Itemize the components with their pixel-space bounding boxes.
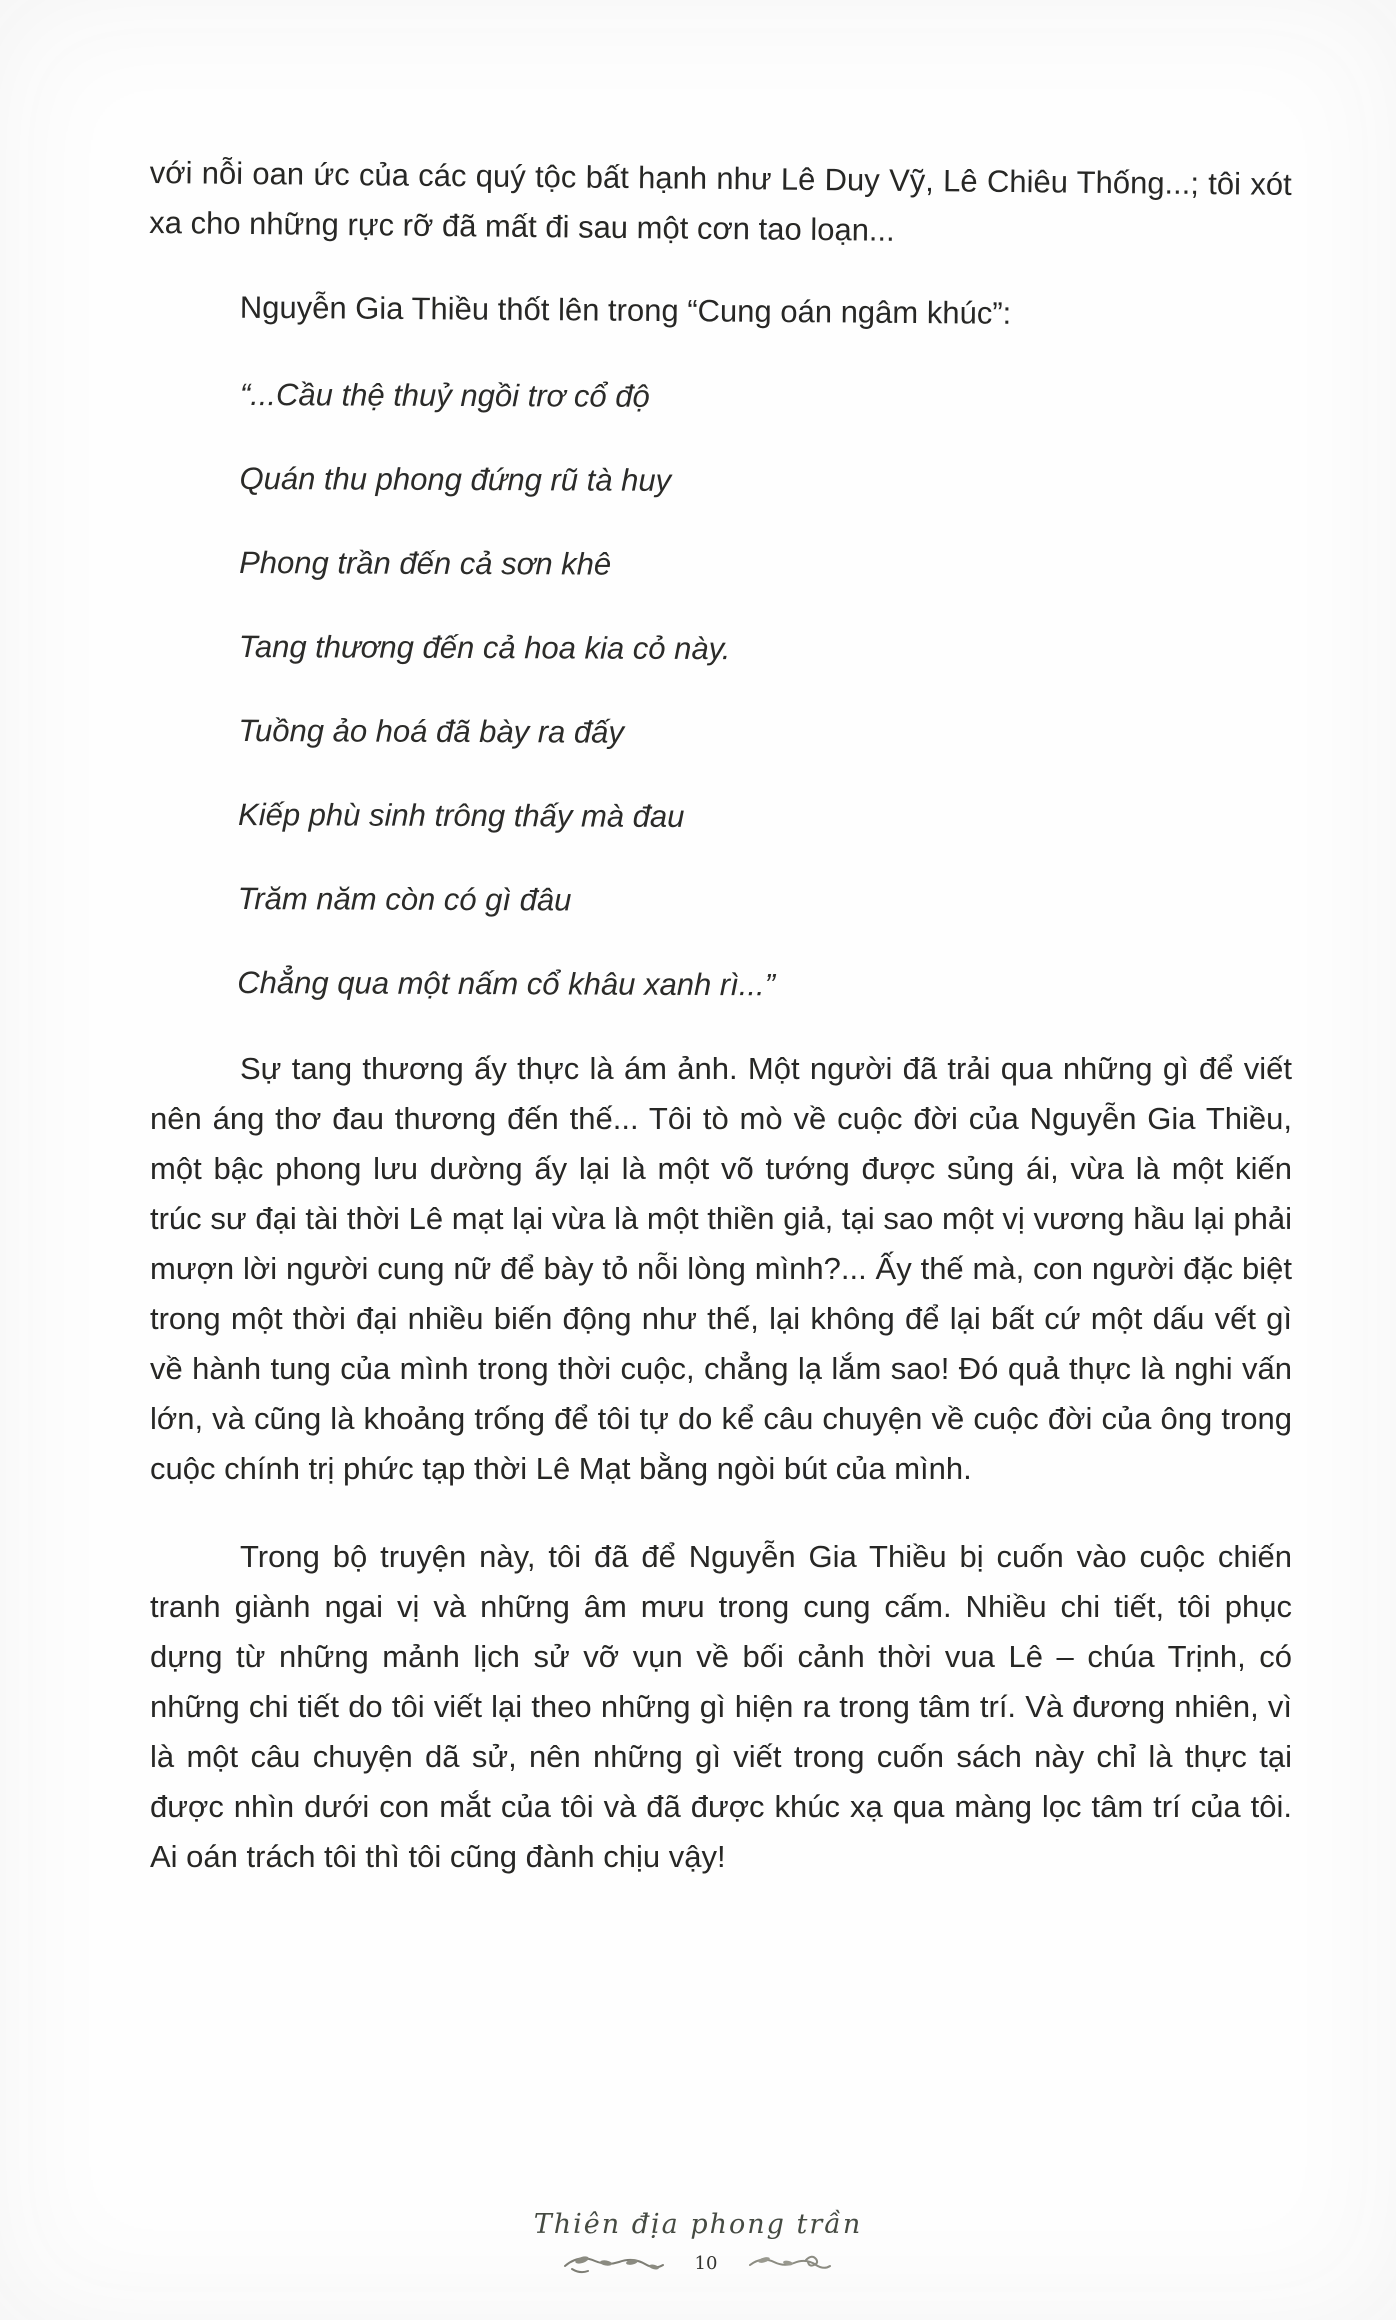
paragraph-intro: Nguyễn Gia Thiều thốt lên trong “Cung oán ngâm khúc”: [239, 289, 1012, 331]
poem-line: Chẳng qua một nấm cổ khâu xanh rì...” [237, 964, 776, 1003]
page-number: 10 [694, 2252, 718, 2274]
page-footer [0, 2209, 1396, 2276]
poem-line: Tuồng ảo hoá đã bày ra đấy [238, 712, 624, 750]
poem-line: “...Cầu thệ thuỷ ngồi trơ cổ độ [239, 376, 650, 414]
left-flourish-icon [562, 2250, 666, 2276]
poem-line: Trăm năm còn có gì đâu [237, 880, 572, 918]
page-body [150, 148, 1292, 1882]
poem-quote [237, 370, 1292, 1013]
paragraph-reflection: Sự tang thương ấy thực là ám ảnh. Một người đã trải qua những gì để viết nên áng thơ đau thương đến thế... Tôi tò mò về cuộc đời của Nguyễn Gia Thiều, một bậc phong lưu dường ấy lại là một võ tướng được sủng ái, vừa là một kiến trúc sư đại tài thời Lê mạt lại vừa là một thiền giả, tại sao một vị vương hầu lại phải mượn lời người cung nữ để bày tỏ nỗi lòng mình?... Ấy thế mà, con người đặc biệt trong một thời đại nhiều biến động như thế, lại không để lại bất cứ một dấu vết gì về hành tung của mình trong thời cuộc, chẳng lạ lắm sao! Đó quả thực là nghi vấn lớn, và cũng là khoảng trống để tôi tự do kể câu chuyện về cuộc đời của ông trong cuộc chính trị phức tạp thời Lê Mạt bằng ngòi bút của mình. [150, 1051, 1292, 1486]
paragraph-continuation: với nỗi oan ức của các quý tộc bất hạnh như Lê Duy Vỹ, Lê Chiêu Thống...; tôi xót xa cho những rực rỡ đã mất đi sau một cơn tao loạn... [149, 154, 1292, 248]
paragraph-author-note: Trong bộ truyện này, tôi đã để Nguyễn Gia Thiều bị cuốn vào cuộc chiến tranh giành ngai vị và những âm mưu trong cung cấm. Nhiều chi tiết, tôi phục dựng từ những mảnh lịch sử vỡ vụn về bối cảnh thời vua Lê – chúa Trịnh, có những chi tiết do tôi viết lại theo những gì hiện ra trong tâm trí. Và đương nhiên, vì là một câu chuyện dã sử, nên những gì viết trong cuốn sách này chỉ là thực tại được nhìn dưới con mắt của tôi và đã được khúc xạ qua màng lọc tâm trí của tôi. Ai oán trách tôi thì tôi cũng đành chịu vậy! [150, 1539, 1292, 1874]
poem-line: Quán thu phong đứng rũ tà huy [239, 460, 672, 498]
poem-line: Kiếp phù sinh trông thấy mà đau [237, 796, 685, 834]
poem-line: Phong trần đến cả sơn khê [239, 544, 612, 582]
footer-ornament-row [0, 2250, 1396, 2276]
right-flourish-icon [746, 2251, 834, 2275]
running-title: Thiên địa phong trần [533, 2209, 863, 2240]
poem-line: Tang thương đến cả hoa kia cỏ này. [238, 628, 731, 667]
